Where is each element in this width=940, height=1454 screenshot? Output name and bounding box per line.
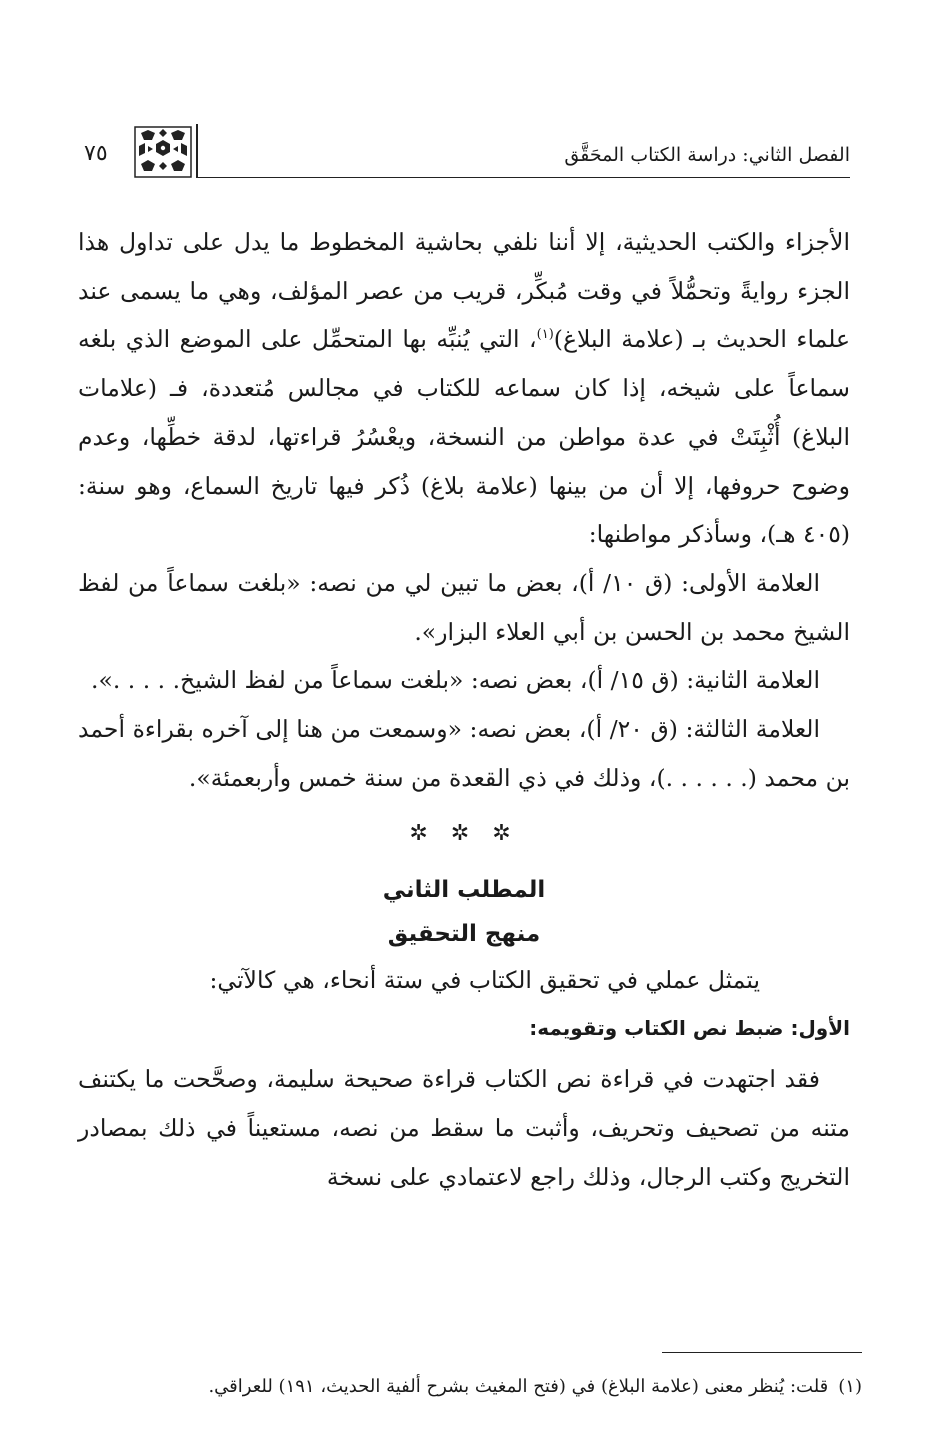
chapter-title: الفصل الثاني: دراسة الكتاب المحَقَّق: [564, 144, 850, 166]
main-text: [78, 218, 850, 1201]
section-heading: المطلب الثاني: [382, 877, 546, 904]
intro-paragraph: يتمثل عملي في تحقيق الكتاب في ستة أنحاء، هي كالآتي:: [209, 966, 760, 995]
closing-paragraph: فقد اجتهدت في قراءة نص الكتاب قراءة صحيحة سليمة، وصحَّحت ما يكتنف متنه من تصحيف وتحريف، وأثبت ما سقط من نصه، مستعيناً في ذلك بمصادر التخريج وكتب الرجال، وذلك راجع لاعتمادي على نسخة: [78, 1065, 850, 1191]
footnote-marker: (١): [838, 1376, 862, 1397]
footnote-text: قلت: يُنظر معنى (علامة البلاغ) في (فتح المغيث بشرح ألفية الحديث، ١٩١) للعراقي.: [208, 1376, 829, 1397]
geometric-ornament-icon: [134, 126, 192, 178]
section-subheading: منهج التحقيق: [387, 921, 541, 948]
running-header: [78, 120, 850, 178]
stars-glyphs: ✲ ✲ ✲: [409, 821, 519, 847]
first-point-heading: الأول: ضبط نص الكتاب وتقويمه:: [529, 1016, 850, 1041]
header-rule: [198, 177, 850, 178]
mark-first: العلامة الأولى: (ق ١٠/ أ)، بعض ما تبين لي من نصه: «بلغت سماعاً من لفظ الشيخ محمد بن الحسن بن أبي العلاء البزار».: [78, 568, 850, 646]
mark-second: العلامة الثانية: (ق ١٥/ أ)، بعض نصه: «بلغت سماعاً من لفظ الشيخ. . . . .».: [90, 666, 820, 695]
footnote: [90, 1372, 862, 1402]
paragraph-text: الأجزاء والكتب الحديثية، إلا أننا نلفي بحاشية المخطوط ما يدل على تداول هذا الجزء روايةً وتحمُّلاً في وقت مُبكِّر، قريب من عصر المؤلف، وهي ما يسمى عند علماء الحديث بـ (علامة البلاغ): [78, 228, 850, 354]
footnote-rule: [662, 1352, 862, 1353]
page-number: ٧٥: [84, 141, 108, 166]
header-separator: [196, 124, 198, 178]
footnote-reference: (١): [536, 327, 554, 343]
paragraph-text-continued: ، التي يُنبِّه بها المتحمِّل على الموضع الذي بلغه سماعاً على شيخه، إذا كان سماعه للكتاب في مجالس مُتعددة، فـ (علامات البلاغ) أُثْبِتَتْ في عدة مواطن من النسخة، ويعْسُرُ قراءتها، لدقة خطِّها، وعدم وضوح حروفها، إلا أن من بينها (علامة بلاغ) ذُكر فيها تاريخ السماع، وهو سنة: (٤٠٥ هـ)، وسأذكر مواطنها:: [78, 325, 850, 549]
section-divider-stars: [78, 816, 850, 852]
mark-third: العلامة الثالثة: (ق ٢٠/ أ)، بعض نصه: «وسمعت من هنا إلى آخره بقراءة أحمد بن محمد (. . . . . .)، وذلك في ذي القعدة من سنة خمس وأربعمئة».: [78, 715, 850, 792]
paragraph-balagh: [78, 218, 850, 559]
